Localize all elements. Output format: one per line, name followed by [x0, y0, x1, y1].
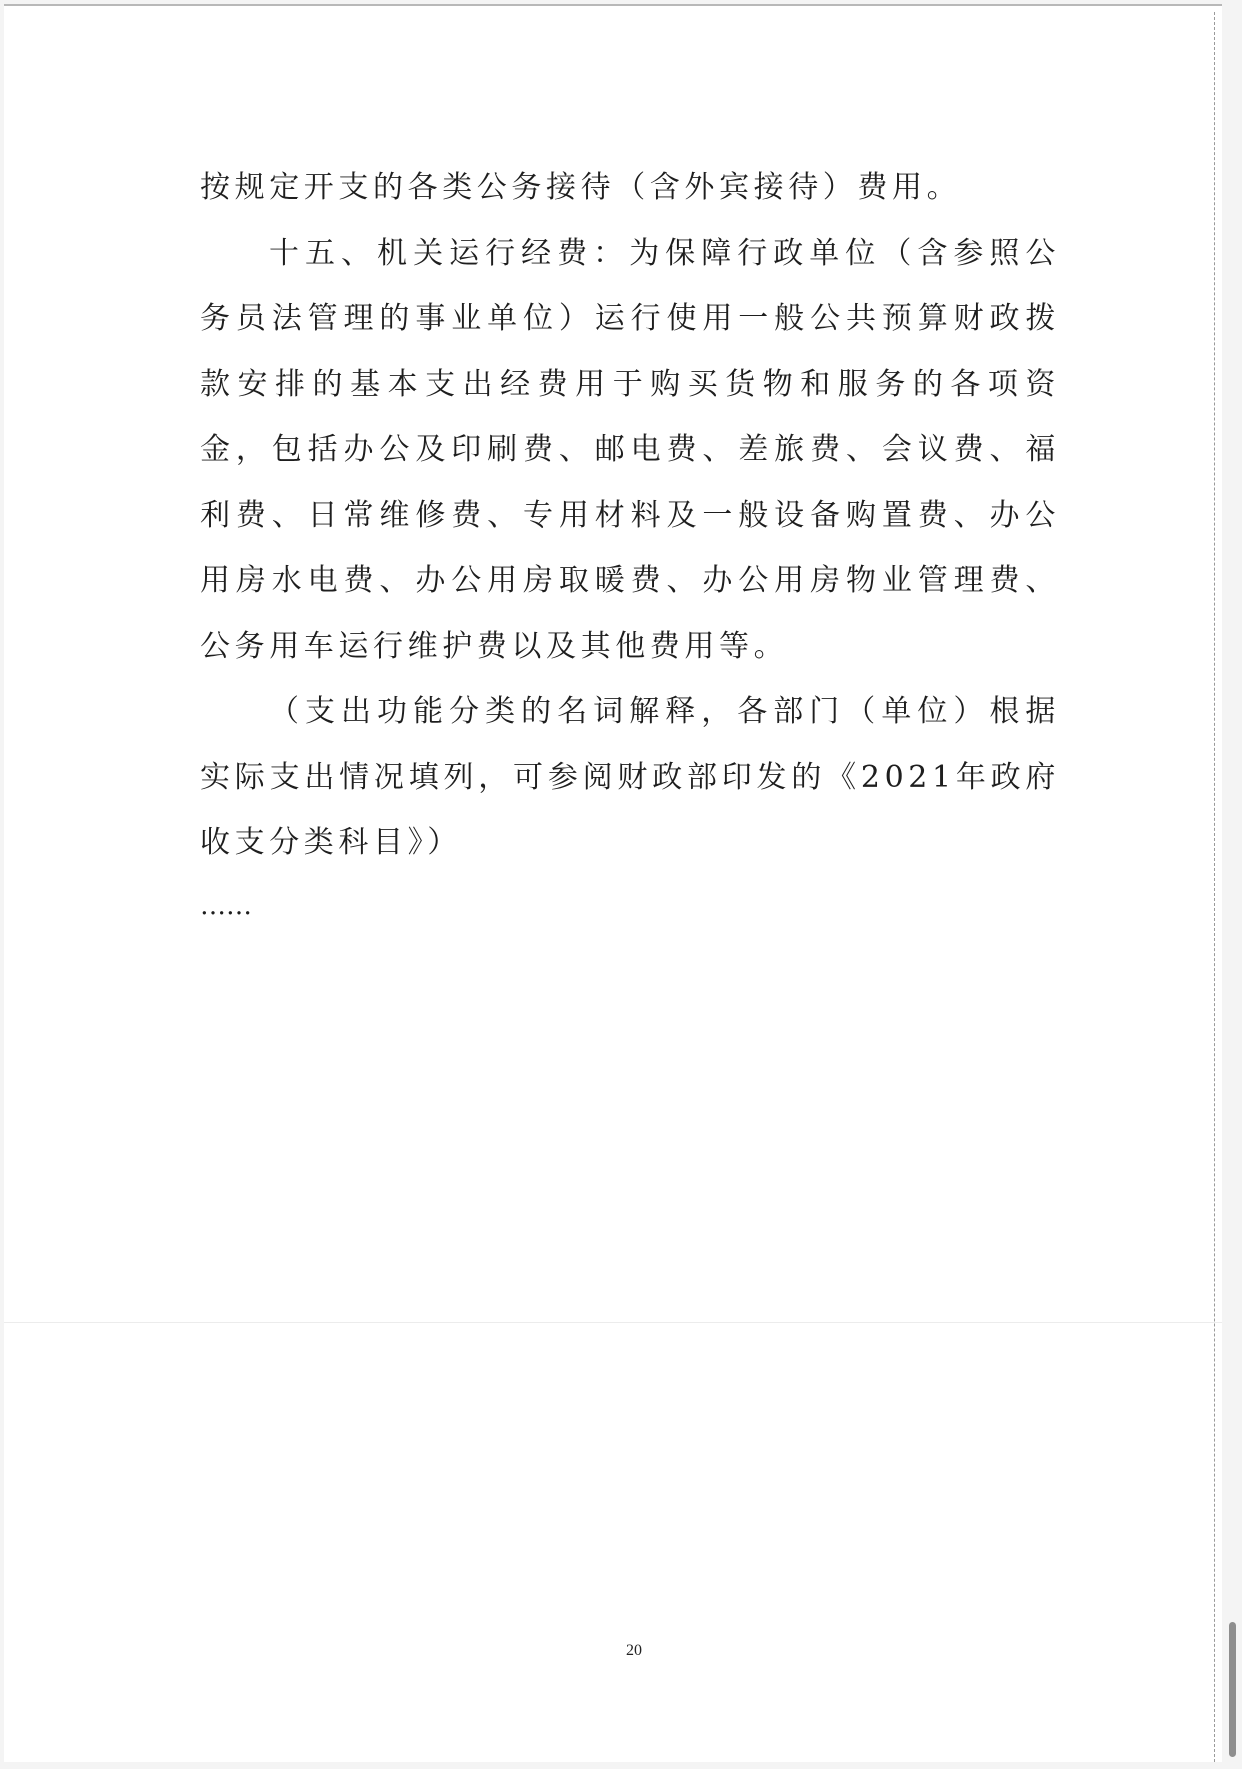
scrollbar-thumb[interactable] [1229, 1622, 1236, 1757]
page-number: 20 [626, 1642, 642, 1659]
page-top-border [4, 4, 1222, 6]
document-body [200, 155, 1060, 936]
paragraph-continuation: 按规定开支的各类公务接待（含外宾接待）费用。 [200, 170, 962, 205]
scan-edge-line [1214, 12, 1215, 1762]
document-page [4, 4, 1222, 1762]
paragraph-note: （支出功能分类的名词解释，各部门（单位）根据实际支出情况填列，可参阅财政部印发的《2021年政府收支分类科目》） [200, 694, 1060, 860]
scrollbar[interactable] [1226, 0, 1242, 1769]
paragraph-operating-expenses: 十五、机关运行经费：为保障行政单位（含参照公务员法管理的事业单位）运行使用一般公共预算财政拨款安排的基本支出经费用于购买货物和服务的各项资金，包括办公及印刷费、邮电费、差旅费、会议费、福利费、日常维修费、专用材料及一般设备购置费、办公用房水电费、办公用房取暖费、办公用房物业管理费、公务用车运行维护费以及其他费用等。 [200, 235, 1060, 664]
scan-fold-line [4, 1322, 1222, 1323]
ellipsis: …… [200, 890, 252, 921]
